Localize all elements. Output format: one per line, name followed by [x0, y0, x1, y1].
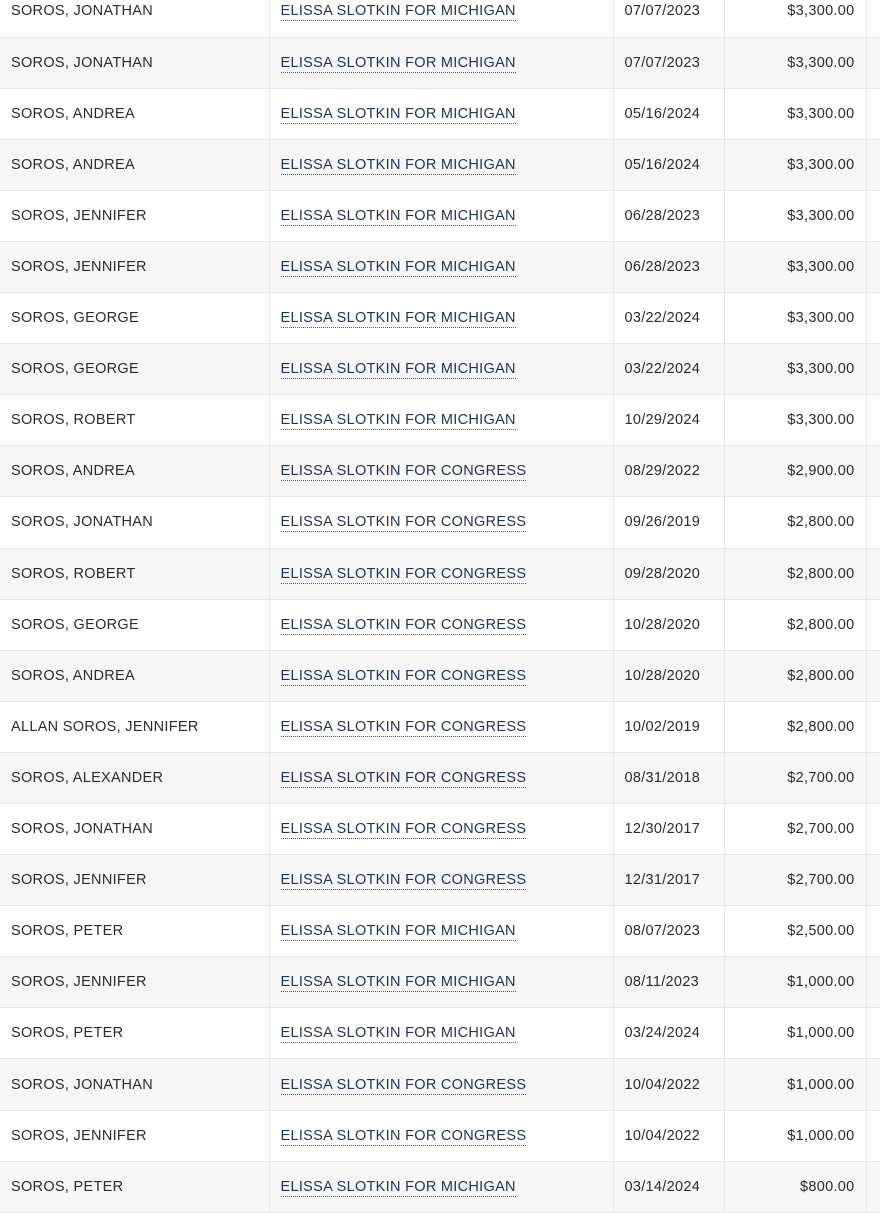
contribution-date-cell: 07/07/2023: [613, 37, 724, 88]
table-row: [0, 548, 880, 599]
truncated-column-cell: [866, 88, 880, 139]
committee-link[interactable]: ELISSA SLOTKIN FOR CONGRESS: [280, 463, 527, 480]
committee-link[interactable]: ELISSA SLOTKIN FOR CONGRESS: [280, 769, 527, 786]
truncated-column-cell: [866, 139, 880, 190]
truncated-column-cell: [866, 293, 880, 344]
contribution-amount-cell: $2,500.00: [724, 906, 866, 957]
table-row: [0, 344, 880, 395]
contribution-date-cell: 10/28/2020: [613, 650, 724, 701]
contributor-name-cell: SOROS, PETER: [0, 1008, 269, 1059]
table-row: [0, 752, 880, 803]
contributor-name-cell: SOROS, JENNIFER: [0, 1110, 269, 1161]
contribution-date-cell: 10/04/2022: [613, 1059, 724, 1110]
contributor-name-cell: SOROS, JENNIFER: [0, 241, 269, 292]
committee-cell: [269, 395, 613, 446]
table-row: [0, 37, 880, 88]
contribution-amount-cell: $2,700.00: [724, 804, 866, 855]
contributor-name-cell: SOROS, ALEXANDER: [0, 752, 269, 803]
committee-cell: [269, 139, 613, 190]
contributor-name-cell: SOROS, GEORGE: [0, 344, 269, 395]
committee-link[interactable]: ELISSA SLOTKIN FOR MICHIGAN: [280, 207, 516, 224]
contribution-date-cell: 03/14/2024: [613, 1161, 724, 1212]
committee-link[interactable]: ELISSA SLOTKIN FOR MICHIGAN: [280, 1025, 516, 1042]
truncated-column-cell: [866, 701, 880, 752]
contribution-amount-cell: $1,000.00: [724, 1008, 866, 1059]
contribution-amount-cell: $2,800.00: [724, 497, 866, 548]
contribution-amount-cell: $3,300.00: [724, 190, 866, 241]
contributor-name-cell: SOROS, GEORGE: [0, 293, 269, 344]
committee-link[interactable]: ELISSA SLOTKIN FOR MICHIGAN: [280, 923, 516, 940]
contributor-name-cell: SOROS, ANDREA: [0, 139, 269, 190]
committee-link[interactable]: ELISSA SLOTKIN FOR MICHIGAN: [280, 1178, 516, 1195]
contributor-name-cell: ALLAN SOROS, JENNIFER: [0, 701, 269, 752]
truncated-column-cell: [866, 650, 880, 701]
truncated-column-cell: [866, 1059, 880, 1110]
contribution-amount-cell: $2,800.00: [724, 599, 866, 650]
committee-link[interactable]: ELISSA SLOTKIN FOR CONGRESS: [280, 1127, 527, 1144]
contribution-date-cell: 03/22/2024: [613, 293, 724, 344]
committee-cell: [269, 293, 613, 344]
contribution-date-cell: 08/07/2023: [613, 906, 724, 957]
table-row: [0, 701, 880, 752]
contributor-name-cell: SOROS, ROBERT: [0, 395, 269, 446]
truncated-column-cell: [866, 37, 880, 88]
contributor-name-cell: SOROS, PETER: [0, 1161, 269, 1212]
contribution-amount-cell: $1,000.00: [724, 1110, 866, 1161]
contribution-amount-cell: $3,300.00: [724, 139, 866, 190]
committee-cell: [269, 1008, 613, 1059]
contribution-amount-cell: $2,800.00: [724, 650, 866, 701]
contributor-name-cell: SOROS, GEORGE: [0, 599, 269, 650]
committee-cell: [269, 190, 613, 241]
table-row: [0, 241, 880, 292]
contribution-date-cell: 10/04/2022: [613, 1110, 724, 1161]
contribution-date-cell: 09/26/2019: [613, 497, 724, 548]
committee-cell: [269, 0, 613, 37]
contribution-amount-cell: $3,300.00: [724, 37, 866, 88]
contribution-amount-cell: $3,300.00: [724, 88, 866, 139]
contribution-amount-cell: $1,000.00: [724, 1059, 866, 1110]
committee-link[interactable]: ELISSA SLOTKIN FOR MICHIGAN: [280, 259, 516, 276]
contribution-date-cell: 10/29/2024: [613, 395, 724, 446]
contributor-name-cell: SOROS, JENNIFER: [0, 957, 269, 1008]
table-row: [0, 855, 880, 906]
truncated-column-cell: [866, 752, 880, 803]
committee-cell: [269, 804, 613, 855]
contributor-name-cell: SOROS, JONATHAN: [0, 1059, 269, 1110]
contribution-date-cell: 06/28/2023: [613, 241, 724, 292]
contribution-date-cell: 12/30/2017: [613, 804, 724, 855]
truncated-column-cell: [866, 1110, 880, 1161]
committee-link[interactable]: ELISSA SLOTKIN FOR CONGRESS: [280, 1076, 527, 1093]
contribution-date-cell: 09/28/2020: [613, 548, 724, 599]
contributor-name-cell: SOROS, ANDREA: [0, 650, 269, 701]
committee-link[interactable]: ELISSA SLOTKIN FOR CONGRESS: [280, 718, 527, 735]
committee-cell: [269, 1110, 613, 1161]
committee-link[interactable]: ELISSA SLOTKIN FOR MICHIGAN: [280, 3, 516, 20]
committee-cell: [269, 344, 613, 395]
contributor-name-cell: SOROS, JONATHAN: [0, 37, 269, 88]
contributor-name-cell: SOROS, PETER: [0, 906, 269, 957]
contribution-amount-cell: $3,300.00: [724, 344, 866, 395]
committee-link[interactable]: ELISSA SLOTKIN FOR CONGRESS: [280, 872, 527, 889]
table-row: [0, 88, 880, 139]
committee-link[interactable]: ELISSA SLOTKIN FOR MICHIGAN: [280, 974, 516, 991]
table-row: [0, 190, 880, 241]
committee-link[interactable]: ELISSA SLOTKIN FOR CONGRESS: [280, 821, 527, 838]
contribution-amount-cell: $3,300.00: [724, 395, 866, 446]
contribution-date-cell: 03/24/2024: [613, 1008, 724, 1059]
table-row: [0, 139, 880, 190]
committee-link[interactable]: ELISSA SLOTKIN FOR CONGRESS: [280, 514, 527, 531]
truncated-column-cell: [866, 0, 880, 37]
committee-link[interactable]: ELISSA SLOTKIN FOR MICHIGAN: [280, 105, 516, 122]
truncated-column-cell: [866, 446, 880, 497]
contribution-amount-cell: $2,800.00: [724, 701, 866, 752]
truncated-column-cell: [866, 548, 880, 599]
committee-cell: [269, 241, 613, 292]
committee-cell: [269, 446, 613, 497]
truncated-column-cell: [866, 906, 880, 957]
truncated-column-cell: [866, 241, 880, 292]
committee-link[interactable]: ELISSA SLOTKIN FOR MICHIGAN: [280, 156, 516, 173]
committee-cell: [269, 906, 613, 957]
table-row: [0, 1059, 880, 1110]
contribution-date-cell: 10/02/2019: [613, 701, 724, 752]
contributor-name-cell: SOROS, ANDREA: [0, 446, 269, 497]
table-row: [0, 1110, 880, 1161]
committee-cell: [269, 650, 613, 701]
table-row: [0, 906, 880, 957]
contribution-date-cell: 10/28/2020: [613, 599, 724, 650]
contribution-amount-cell: $2,700.00: [724, 855, 866, 906]
table-row: [0, 650, 880, 701]
committee-cell: [269, 497, 613, 548]
table-row: [0, 804, 880, 855]
contributor-name-cell: SOROS, ANDREA: [0, 88, 269, 139]
committee-cell: [269, 548, 613, 599]
committee-cell: [269, 1059, 613, 1110]
committee-cell: [269, 752, 613, 803]
truncated-column-cell: [866, 190, 880, 241]
table-row: [0, 1008, 880, 1059]
contribution-amount-cell: $1,000.00: [724, 957, 866, 1008]
truncated-column-cell: [866, 855, 880, 906]
contribution-date-cell: 06/28/2023: [613, 190, 724, 241]
truncated-column-cell: [866, 344, 880, 395]
committee-link[interactable]: ELISSA SLOTKIN FOR MICHIGAN: [280, 412, 516, 429]
table-row: [0, 1161, 880, 1212]
truncated-column-cell: [866, 599, 880, 650]
committee-link[interactable]: ELISSA SLOTKIN FOR MICHIGAN: [280, 361, 516, 378]
contribution-amount-cell: $2,900.00: [724, 446, 866, 497]
contribution-date-cell: 07/07/2023: [613, 0, 724, 37]
committee-cell: [269, 88, 613, 139]
contribution-date-cell: 03/22/2024: [613, 344, 724, 395]
contribution-amount-cell: $3,300.00: [724, 0, 866, 37]
committee-cell: [269, 37, 613, 88]
committee-link[interactable]: ELISSA SLOTKIN FOR CONGRESS: [280, 667, 527, 684]
committee-cell: [269, 1161, 613, 1212]
contribution-date-cell: 08/31/2018: [613, 752, 724, 803]
truncated-column-cell: [866, 1161, 880, 1212]
committee-link[interactable]: ELISSA SLOTKIN FOR MICHIGAN: [280, 54, 516, 71]
contribution-date-cell: 05/16/2024: [613, 88, 724, 139]
table-row: [0, 957, 880, 1008]
truncated-column-cell: [866, 804, 880, 855]
committee-cell: [269, 599, 613, 650]
committee-cell: [269, 957, 613, 1008]
table-row: [0, 446, 880, 497]
contributor-name-cell: SOROS, JONATHAN: [0, 0, 269, 37]
contribution-amount-cell: $3,300.00: [724, 293, 866, 344]
table-row: [0, 293, 880, 344]
contribution-date-cell: 08/29/2022: [613, 446, 724, 497]
truncated-column-cell: [866, 497, 880, 548]
contribution-amount-cell: $3,300.00: [724, 241, 866, 292]
table-row: [0, 599, 880, 650]
contribution-amount-cell: $2,800.00: [724, 548, 866, 599]
contribution-date-cell: 05/16/2024: [613, 139, 724, 190]
contribution-amount-cell: $2,700.00: [724, 752, 866, 803]
truncated-column-cell: [866, 395, 880, 446]
table-row: [0, 497, 880, 548]
truncated-column-cell: [866, 1008, 880, 1059]
contributor-name-cell: SOROS, JENNIFER: [0, 190, 269, 241]
committee-cell: [269, 701, 613, 752]
truncated-column-cell: [866, 957, 880, 1008]
table-row: [0, 0, 880, 37]
contributor-name-cell: SOROS, JONATHAN: [0, 497, 269, 548]
committee-cell: [269, 855, 613, 906]
contribution-date-cell: 08/11/2023: [613, 957, 724, 1008]
committee-link[interactable]: ELISSA SLOTKIN FOR CONGRESS: [280, 565, 527, 582]
contributor-name-cell: SOROS, ROBERT: [0, 548, 269, 599]
committee-link[interactable]: ELISSA SLOTKIN FOR CONGRESS: [280, 616, 527, 633]
contributor-name-cell: SOROS, JONATHAN: [0, 804, 269, 855]
contribution-amount-cell: $800.00: [724, 1161, 866, 1212]
contribution-date-cell: 12/31/2017: [613, 855, 724, 906]
table-row: [0, 395, 880, 446]
committee-link[interactable]: ELISSA SLOTKIN FOR MICHIGAN: [280, 310, 516, 327]
contributor-name-cell: SOROS, JENNIFER: [0, 855, 269, 906]
